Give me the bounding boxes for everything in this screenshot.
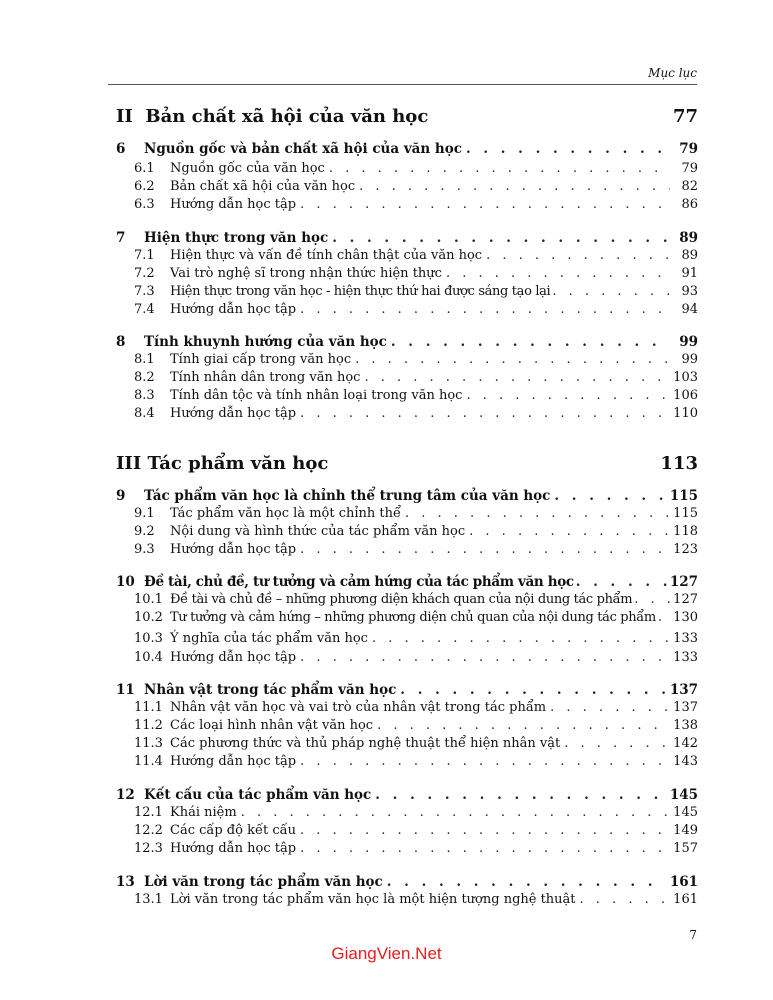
section-entry[interactable] <box>134 248 698 263</box>
section-title: Tư tưởng và cảm hứng – những phương diện chủ quan của nội dung tác phẩm <box>170 610 656 625</box>
chapter-entry[interactable] <box>116 874 698 890</box>
section-number: 10.2 <box>134 610 163 625</box>
dot-leader <box>300 823 669 838</box>
section-entry[interactable] <box>134 841 698 856</box>
section-number: 8.3 <box>134 388 155 403</box>
dot-leader <box>554 488 665 504</box>
section-entry[interactable] <box>134 542 698 557</box>
section-number: 9.2 <box>134 524 155 539</box>
chapter-entry[interactable] <box>116 230 698 246</box>
section-title: Các loại hình nhân vật văn học <box>170 718 374 733</box>
section-page: 79 <box>681 161 698 176</box>
section-number: 8.2 <box>134 370 155 385</box>
part-label: III <box>116 453 142 474</box>
section-number: 7.1 <box>134 248 155 263</box>
section-entry[interactable] <box>134 284 698 299</box>
chapter-entry[interactable] <box>116 787 698 803</box>
section-entry[interactable] <box>134 823 698 838</box>
section-page: 123 <box>673 542 698 557</box>
section-title: Tác phẩm văn học là một chỉnh thể <box>170 506 401 521</box>
section-page: 142 <box>673 736 698 751</box>
part-title-text: Bản chất xã hội của văn học <box>145 106 429 127</box>
part-heading[interactable] <box>116 106 698 127</box>
section-entry[interactable] <box>134 406 698 421</box>
section-number: 7.2 <box>134 266 155 281</box>
section-number: 10.3 <box>134 631 163 646</box>
part-title <box>116 453 328 474</box>
section-title: Khái niệm <box>170 805 237 820</box>
section-page: 133 <box>673 650 698 665</box>
section-title: Hướng dẫn học tập <box>170 302 297 317</box>
dot-leader <box>405 506 669 521</box>
section-entry[interactable] <box>134 524 698 539</box>
chapter-entry[interactable] <box>116 334 698 350</box>
chapter-page: 115 <box>669 488 698 504</box>
section-entry[interactable] <box>134 736 698 751</box>
chapter-page: 137 <box>669 682 698 698</box>
section-entry[interactable] <box>134 718 698 733</box>
dot-leader <box>580 892 670 907</box>
section-title: Hiện thực trong văn học - hiện thực thứ hai được sáng tạo lại <box>170 284 551 299</box>
chapter-page: 145 <box>669 787 698 803</box>
chapter-number: 10 <box>116 574 135 590</box>
section-page: 133 <box>673 631 698 646</box>
section-page: 118 <box>673 524 698 539</box>
chapter-number: 6 <box>116 141 126 157</box>
chapter-title: Nguồn gốc và bản chất xã hội của văn học <box>144 141 462 157</box>
section-title: Hướng dẫn học tập <box>170 754 297 769</box>
dot-leader <box>300 302 670 317</box>
section-title: Hướng dẫn học tập <box>170 650 297 665</box>
section-page: 149 <box>673 823 698 838</box>
section-number: 10.1 <box>134 592 163 607</box>
section-number: 9.3 <box>134 542 155 557</box>
section-page: 106 <box>673 388 698 403</box>
section-title: Vai trò nghệ sĩ trong nhận thức hiện thực <box>170 266 442 281</box>
chapter-entry[interactable] <box>116 682 698 698</box>
section-title: Đề tài và chủ đề – những phương diện khách quan của nội dung tác phẩm <box>170 592 633 607</box>
section-title: Ý nghĩa của tác phẩm văn học <box>170 631 368 646</box>
dot-leader <box>400 682 666 698</box>
section-entry[interactable] <box>134 370 698 385</box>
section-number: 6.2 <box>134 179 155 194</box>
section-title: Hướng dẫn học tập <box>170 197 297 212</box>
section-entry[interactable] <box>134 892 698 907</box>
dot-leader <box>658 610 671 625</box>
chapter-number: 12 <box>116 787 135 803</box>
chapter-title: Đề tài, chủ đề, tư tưởng và cảm hứng của tác phẩm văn học <box>144 574 574 590</box>
dot-leader <box>300 841 669 856</box>
section-number: 12.1 <box>134 805 163 820</box>
section-title: Tính giai cấp trong văn học <box>170 352 352 367</box>
running-head: Mục lục <box>648 66 697 80</box>
section-title: Tính nhân dân trong văn học <box>170 370 361 385</box>
section-title: Lời văn trong tác phẩm văn học là một hiện tượng nghệ thuật <box>170 892 576 907</box>
section-number: 6.1 <box>134 161 155 176</box>
section-title: Hướng dẫn học tập <box>170 542 297 557</box>
chapter-page: 89 <box>679 230 698 246</box>
section-entry[interactable] <box>134 352 698 367</box>
chapter-title: Kết cấu của tác phẩm văn học <box>144 787 372 803</box>
section-title: Nội dung và hình thức của tác phẩm văn học <box>170 524 466 539</box>
section-entry[interactable] <box>134 506 698 521</box>
section-title: Hiện thực và vấn đề tính chân thật của văn học <box>170 248 483 263</box>
part-title <box>116 106 428 127</box>
part-page: 113 <box>660 453 698 474</box>
dot-leader <box>550 700 669 715</box>
section-page: 94 <box>681 302 698 317</box>
section-number: 7.4 <box>134 302 155 317</box>
section-entry[interactable] <box>134 302 698 317</box>
section-number: 11.1 <box>134 700 163 715</box>
section-entry[interactable] <box>134 197 698 212</box>
dot-leader <box>552 284 672 299</box>
header-rule <box>108 84 697 85</box>
part-title-text: Tác phẩm văn học <box>147 453 329 474</box>
dot-leader <box>364 370 669 385</box>
chapter-page: 127 <box>669 574 698 590</box>
section-entry[interactable] <box>134 754 698 769</box>
dot-leader <box>300 650 669 665</box>
section-number: 9.1 <box>134 506 155 521</box>
section-page: 103 <box>673 370 698 385</box>
section-page: 157 <box>673 841 698 856</box>
section-number: 11.3 <box>134 736 163 751</box>
dot-leader <box>332 230 670 246</box>
chapter-page: 161 <box>669 874 698 890</box>
section-page: 89 <box>681 248 698 263</box>
section-page: 138 <box>673 718 698 733</box>
section-page: 115 <box>673 506 698 521</box>
section-page: 93 <box>681 284 698 299</box>
dot-leader <box>329 161 670 176</box>
section-title: Các phương thức và thủ pháp nghệ thuật thể hiện nhân vật <box>170 736 561 751</box>
section-entry[interactable] <box>134 266 698 281</box>
dot-leader <box>372 631 669 646</box>
section-title: Tính dân tộc và tính nhân loại trong văn học <box>170 388 463 403</box>
section-entry[interactable] <box>134 650 698 665</box>
chapter-number: 9 <box>116 488 126 504</box>
section-number: 8.4 <box>134 406 155 421</box>
dot-leader <box>466 141 670 157</box>
section-page: 145 <box>673 805 698 820</box>
dot-leader <box>469 524 669 539</box>
section-title: Nhân vật văn học và vai trò của nhân vật trong tác phẩm <box>170 700 547 715</box>
chapter-title: Tính khuynh hướng của văn học <box>144 334 387 350</box>
section-number: 13.1 <box>134 892 163 907</box>
section-number: 11.2 <box>134 718 163 733</box>
section-page: 143 <box>673 754 698 769</box>
dot-leader <box>466 388 669 403</box>
chapter-entry[interactable] <box>116 574 698 590</box>
part-label: II <box>116 106 133 127</box>
chapter-title: Tác phẩm văn học là chỉnh thể trung tâm của văn học <box>144 488 551 504</box>
dot-leader <box>300 406 669 421</box>
section-number: 8.1 <box>134 352 155 367</box>
section-entry[interactable] <box>134 388 698 403</box>
section-number: 11.4 <box>134 754 163 769</box>
section-entry[interactable] <box>134 179 698 194</box>
section-page: 127 <box>673 592 698 607</box>
chapter-number: 7 <box>116 230 126 246</box>
dot-leader <box>486 248 670 263</box>
dot-leader <box>355 352 670 367</box>
dot-leader <box>576 574 668 590</box>
section-page: 110 <box>673 406 698 421</box>
chapter-page: 99 <box>679 334 698 350</box>
section-number: 6.3 <box>134 197 155 212</box>
dot-leader <box>375 787 666 803</box>
dot-leader <box>634 592 671 607</box>
section-title: Bản chất xã hội của văn học <box>170 179 356 194</box>
section-title: Các cấp độ kết cấu <box>170 823 296 838</box>
dot-leader <box>300 542 669 557</box>
section-number: 7.3 <box>134 284 155 299</box>
section-entry[interactable] <box>134 161 698 176</box>
dot-leader <box>377 718 669 733</box>
chapter-number: 13 <box>116 874 135 890</box>
section-page: 91 <box>681 266 698 281</box>
section-title: Hướng dẫn học tập <box>170 841 297 856</box>
dot-leader <box>446 266 670 281</box>
chapter-entry[interactable] <box>116 141 698 157</box>
chapter-title: Hiện thực trong văn học <box>144 230 329 246</box>
section-title: Hướng dẫn học tập <box>170 406 297 421</box>
dot-leader <box>300 197 670 212</box>
section-entry[interactable] <box>134 805 698 820</box>
dot-leader <box>300 754 669 769</box>
section-page: 82 <box>681 179 698 194</box>
dot-leader <box>564 736 669 751</box>
section-entry[interactable] <box>134 631 698 646</box>
dot-leader <box>387 874 666 890</box>
chapter-page: 79 <box>679 141 698 157</box>
dot-leader <box>391 334 670 350</box>
part-page: 77 <box>672 106 698 127</box>
section-entry[interactable] <box>134 700 698 715</box>
section-number: 12.2 <box>134 823 163 838</box>
dot-leader <box>359 179 670 194</box>
dot-leader <box>241 805 669 820</box>
section-page: 130 <box>673 610 698 625</box>
part-heading[interactable] <box>116 453 698 474</box>
section-page: 99 <box>681 352 698 367</box>
chapter-number: 11 <box>116 682 135 698</box>
chapter-number: 8 <box>116 334 126 350</box>
section-page: 161 <box>673 892 698 907</box>
chapter-title: Lời văn trong tác phẩm văn học <box>144 874 383 890</box>
chapter-entry[interactable] <box>116 488 698 504</box>
section-title: Nguồn gốc của văn học <box>170 161 325 176</box>
chapter-title: Nhân vật trong tác phẩm văn học <box>144 682 397 698</box>
page-number: 7 <box>689 928 697 942</box>
section-entry[interactable] <box>134 592 698 607</box>
section-page: 86 <box>681 197 698 212</box>
section-number: 10.4 <box>134 650 163 665</box>
section-number: 12.3 <box>134 841 163 856</box>
section-entry[interactable] <box>134 610 698 625</box>
section-page: 137 <box>673 700 698 715</box>
watermark: GiangVien.Net <box>331 944 442 963</box>
